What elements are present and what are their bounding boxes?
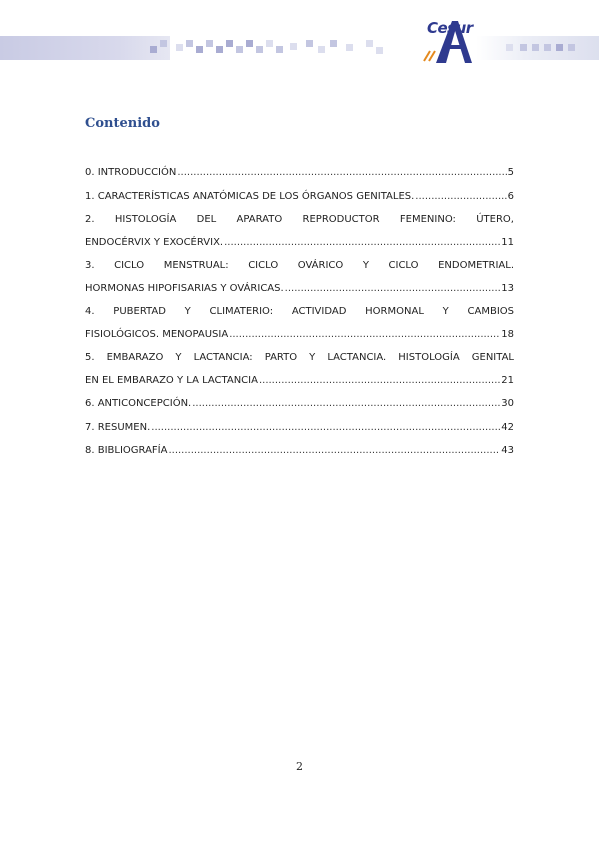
decor-square <box>532 44 539 51</box>
toc-entry-text: 7. RESUMEN. <box>85 421 151 433</box>
leader-dots <box>177 162 506 185</box>
toc-entry[interactable] <box>85 347 514 392</box>
toc-entry[interactable] <box>85 186 514 209</box>
decor-square <box>226 40 233 47</box>
decor-square <box>376 47 383 54</box>
toc-entry-page: 30 <box>501 398 514 409</box>
decor-square <box>520 44 527 51</box>
decor-square <box>290 43 297 50</box>
toc-entry-page: 11 <box>501 236 514 248</box>
leader-dots <box>168 440 500 463</box>
toc-entry[interactable] <box>85 301 514 346</box>
toc-entry[interactable] <box>85 393 514 416</box>
decor-square <box>196 46 203 53</box>
toc-entry-text: ENDOCÉRVIX Y EXOCÉRVIX. <box>85 236 224 248</box>
toc-entry-first-line: 2. HISTOLOGÍA DEL APARATO REPRODUCTOR FEMENINO: ÚTERO, <box>85 214 514 225</box>
decor-square <box>346 44 353 51</box>
toc-entry[interactable] <box>85 255 514 300</box>
toc-entry-page: 42 <box>501 421 514 433</box>
toc-entry-text: FISIOLÓGICOS. MENOPAUSIA <box>85 328 229 340</box>
decor-square <box>544 44 551 51</box>
leader-dots <box>415 186 506 209</box>
decor-square <box>150 46 157 53</box>
toc-entry-page: 5 <box>507 167 514 178</box>
leader-dots <box>259 370 500 393</box>
decor-square <box>256 46 263 53</box>
toc-entry-text: 1. CARACTERÍSTICAS ANATÓMICAS DE LOS ÓRGANOS GENITALES. <box>85 190 415 202</box>
decor-square <box>216 46 223 53</box>
decor-square <box>568 44 575 51</box>
toc-entry-text: HORMONAS HIPOFISARIAS Y OVÁRICAS. <box>85 282 284 294</box>
decor-square <box>318 46 325 53</box>
table-of-contents <box>85 162 514 463</box>
toc-entry-text: 0. INTRODUCCIÓN <box>85 167 177 178</box>
leader-dots <box>224 232 500 255</box>
toc-entry[interactable] <box>85 440 514 463</box>
page-number: 2 <box>296 760 303 773</box>
header-band-left <box>0 36 170 60</box>
toc-entry-first-line: 3. CICLO MENSTRUAL: CICLO OVÁRICO Y CICLO ENDOMETRIAL. <box>85 260 514 271</box>
decor-square <box>556 44 563 51</box>
toc-entry-text: 6. ANTICONCEPCIÓN. <box>85 398 192 409</box>
toc-entry[interactable] <box>85 417 514 440</box>
decor-square <box>366 40 373 47</box>
decor-square <box>186 40 193 47</box>
logo-text: Cesur <box>427 19 473 37</box>
decor-square <box>306 40 313 47</box>
decor-square <box>330 40 337 47</box>
decor-square <box>276 46 283 53</box>
leader-dots <box>192 393 500 416</box>
toc-entry-first-line: 4. PUBERTAD Y CLIMATERIO: ACTIVIDAD HORMONAL Y CAMBIOS <box>85 306 514 317</box>
toc-title: Contenido <box>85 116 160 131</box>
toc-entry-page: 18 <box>501 328 514 340</box>
toc-entry[interactable] <box>85 162 514 185</box>
leader-dots <box>285 278 501 301</box>
decor-square <box>236 46 243 53</box>
toc-entry[interactable] <box>85 209 514 254</box>
decor-square <box>160 40 167 47</box>
page-header <box>0 0 599 80</box>
leader-dots <box>151 417 500 440</box>
toc-entry-page: 21 <box>501 374 514 386</box>
decor-square <box>176 44 183 51</box>
decor-square <box>266 40 273 47</box>
toc-entry-page: 6 <box>507 190 514 202</box>
toc-entry-text: EN EL EMBARAZO Y LA LACTANCIA <box>85 374 258 386</box>
toc-entry-page: 43 <box>501 445 514 456</box>
toc-entry-page: 13 <box>501 282 514 294</box>
decor-square <box>246 40 253 47</box>
decor-square <box>506 44 513 51</box>
decor-square <box>206 40 213 47</box>
cesur-logo <box>418 15 476 65</box>
toc-entry-text: 8. BIBLIOGRAFÍA <box>85 445 168 456</box>
leader-dots <box>229 324 500 347</box>
toc-entry-first-line: 5. EMBARAZO Y LACTANCIA: PARTO Y LACTANCIA. HISTOLOGÍA GENITAL <box>85 352 514 363</box>
